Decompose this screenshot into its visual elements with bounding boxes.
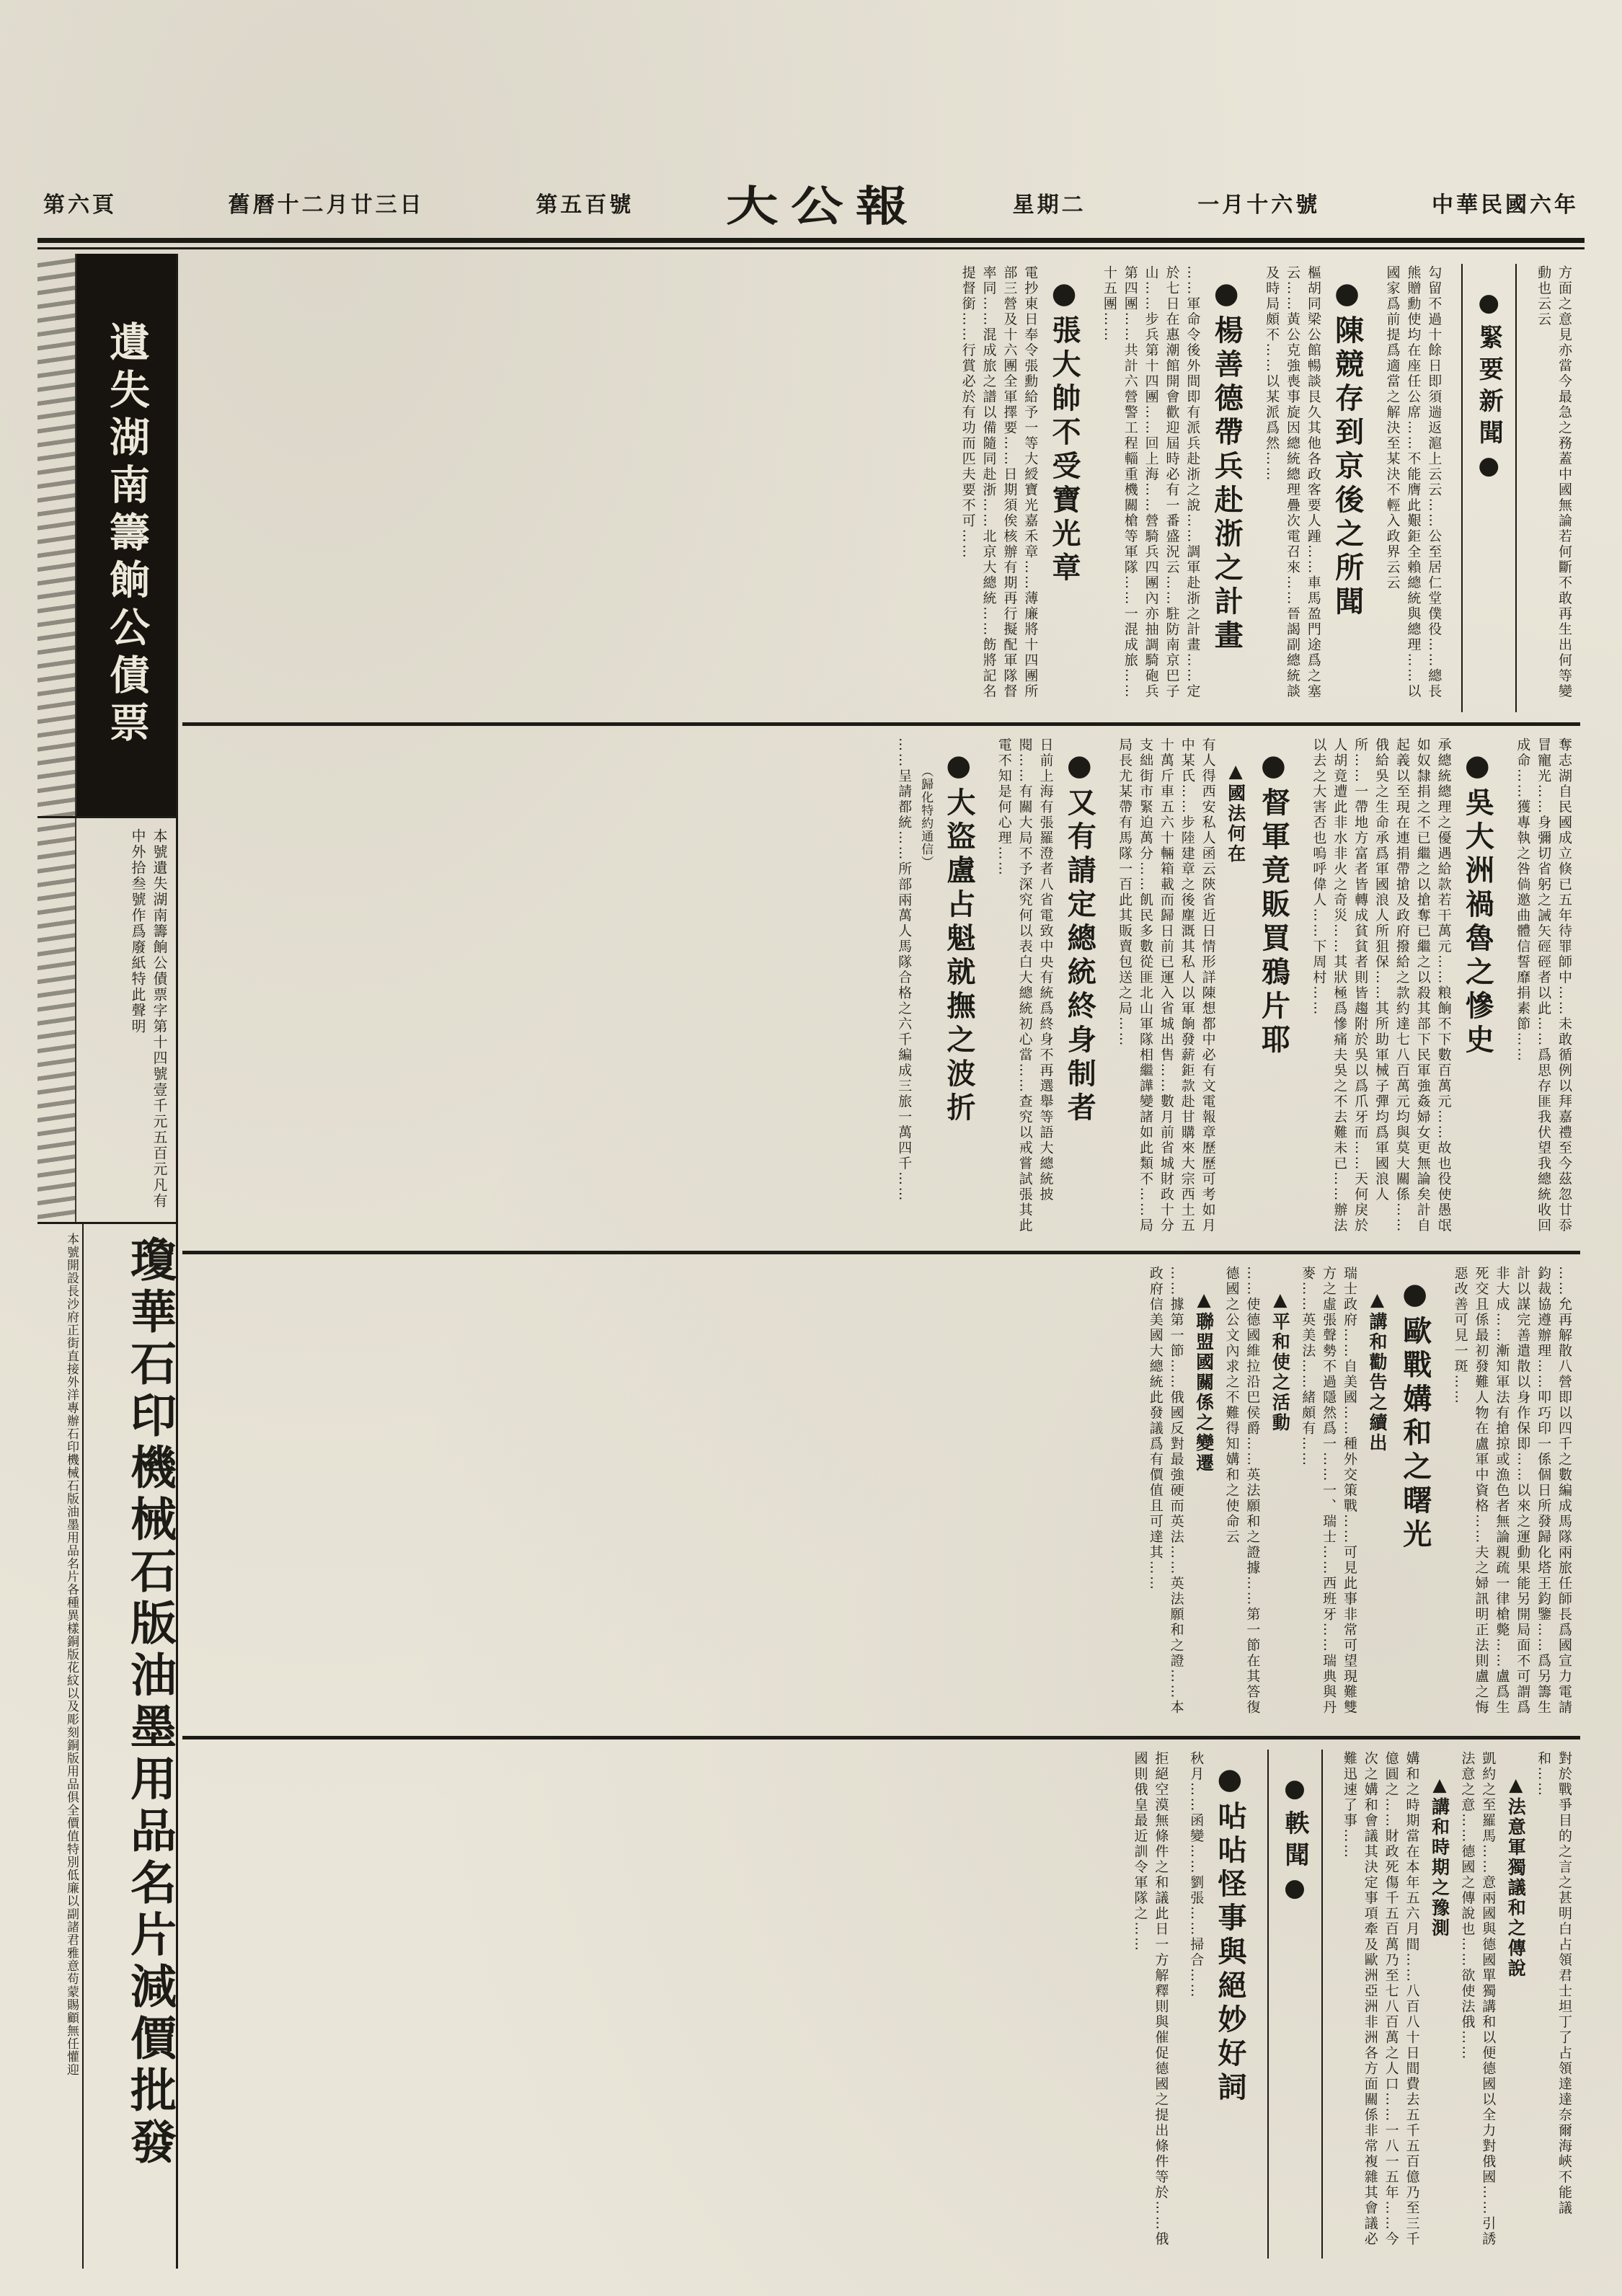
masthead-issue-number: 第五百號 — [536, 192, 634, 218]
paper-title: 大公報 — [725, 182, 921, 231]
article-yang-shande — [1097, 264, 1248, 712]
article-war-aims — [1337, 1750, 1576, 2259]
article-subhead: ▲平和使之活動 — [1269, 1289, 1291, 1433]
article-body: 樞胡同梁公館暢談艮久其他各政客要人踵……車馬盈門途爲之塞云……黃公克強喪事旋因總統總理疊次電召來……晉謁副總統談及時局頗不……以某派爲然…… — [1264, 265, 1321, 699]
news-band-4 — [178, 1739, 1585, 2269]
article-president-life-tenure — [992, 736, 1101, 1241]
masthead-divider-rule — [37, 238, 1585, 249]
article-headline: ●陳競存到京後之所聞 — [1330, 277, 1364, 620]
article-strange-tale — [1184, 1750, 1251, 2259]
page-content — [37, 254, 1585, 2269]
article-wu-dazhou — [1306, 736, 1499, 1241]
article-continuation — [1128, 1750, 1173, 2259]
ad-lost-bond-notice — [37, 816, 176, 1222]
section-header-important-news: ●緊要新聞● — [1461, 264, 1517, 712]
article-body: 瑞士政府……自美國……種外交策戰……可見此事非常可望現難雙方之虛張聲勢不過隱然爲一……一、瑞士……西班牙……瑞典與丹麥……英美法……緒頗有…… — [1300, 1266, 1357, 1716]
article-headline: ●大盜盧占魁就撫之波折 — [941, 749, 975, 1126]
article-body: 凱約之至羅馬……意兩國與德國單獨講和以便德國以全力對俄國……引誘法意之意……德國之傳說也……欲使法俄…… — [1459, 1751, 1497, 2247]
article-body: ……軍命令後外間即有派兵赴浙之說……調軍赴浙之計畫……定於七日在惠潮館開會歡迎屆時必有一番盛況云……駐防南京巴子山……步兵第十四團……回上海……營騎兵四團內亦抽調騎砲兵第四團……共計六營警工程輜重機關槍等軍隊……一混成旅……十五團…… — [1101, 265, 1201, 699]
article-body: 拒絕空漠無條件之和議此日一方解釋則與催促德國之提出條件等於……俄國則俄皇最近訓令軍隊之…… — [1132, 1751, 1169, 2247]
masthead — [43, 172, 1579, 234]
article-body: ……呈請都統……所部兩萬人馬隊合格之六千編成三旅一萬四千…… — [896, 737, 913, 1202]
masthead-page-number: 第六頁 — [43, 192, 117, 218]
article-headline: ●督軍竟販買鴉片耶 — [1257, 749, 1290, 1058]
masthead-lunar-date: 舊曆十二月廿三日 — [228, 192, 425, 218]
article-chen-jiongming — [1259, 264, 1368, 712]
article-headline: ●張大帥不受寶光章 — [1047, 277, 1081, 586]
article-untitled-lead — [1381, 264, 1446, 712]
article-subhead: ▲法意軍獨議和之傳說 — [1505, 1774, 1527, 1979]
article-dateline-note: （歸化特約通信） — [918, 765, 934, 869]
ad-qionghua-note: 本號開設長沙府正街直接外洋專辦石印機械石版油墨用品名片各種異樣銅版花紋以及彫刻銅版用品俱全價值特別低廉以副諸君雅意苟蒙賜顧無任懽迎 — [37, 1224, 84, 2269]
ad-lost-bond — [37, 254, 176, 816]
article-body: ……允再解散八營即以四千之數編成馬隊兩旅任師長爲國宣力電請鈞裁協遵辦理……叩巧印一係個日所發歸化塔王鈞鑒……爲另籌生計以謀完善遣散以身作保即……以來之運動果能另開局面不可謂爲非大成……漸知軍法有搶掠或漁色者無論親疏一律槍斃……盧爲生死交且係最初發難人物在盧軍中資格……夫之婦訊明正法則盧之悔惡改善可見一斑…… — [1452, 1266, 1572, 1716]
cursive-calligraphy-strip — [37, 818, 76, 1222]
article-body: 媾和之時期當在本年五六月間……八百八十日間費去五千五百億乃至三千億圓之……財政死傷千五百萬乃至七八百萬之人口……一八一五年……今次之媾和會議其決定事項牽及歐洲亞洲非洲各方面關係非常複雜其會議必難迅速了事…… — [1341, 1751, 1420, 2247]
masthead-date: 一月十六號 — [1197, 192, 1321, 218]
article-zhang-dashuai — [956, 264, 1086, 712]
article-body: 有人得西安私人函云陝省近日情形詳陳想都中必有文電報章歷歷可考如月中某氏……步陸建章之後塵溉其私人以軍餉發薪鉅款赴甘購來大宗西土五十萬斤車五六十輛箱載而歸日前已運入省城出售……數月前省城財政十分支絀街市緊迫萬分……飢民多數從匪北山軍隊相繼譁變諸如此類不……局局長尤某帶有馬隊一百此其販賣包送之局…… — [1117, 737, 1216, 1233]
cursive-calligraphy-strip — [37, 254, 76, 816]
article-headline: ●楊善德帶兵赴浙之計畫 — [1210, 277, 1244, 654]
article-body: ……據第一節……俄國反對最強硬而英法……英法願和之證……本政府信美國大總統此發議爲有價值且可達其…… — [1147, 1266, 1184, 1716]
article-dujun-opium — [1112, 736, 1295, 1241]
article-body: 勾留不過十餘日即須遄返滬上云云……公至居仁堂僕役……總長熊贈勳使均在座任公席……不能膺此艱鉅全賴總統與總理……以國家爲前提爲適當之解決至某決不輕入政界云云 — [1384, 265, 1442, 699]
ad-qionghua-title: 瓊華石印機械石版油墨用品名片減價批發 — [123, 1236, 176, 2170]
masthead-era-date: 中華民國六年 — [1431, 192, 1579, 218]
article-body: 電抄東日奉令張勳給予一等大綬寶光嘉禾章……薄廉將十四團所部三營及十六團全軍擇要……日期須俟核辦有期再行擬配軍隊督率同……混成旅之譜以備隨同赴浙……北京大總統……飭將記名提督銜……行賞必於有功而匹夫要不可…… — [960, 265, 1039, 699]
article-body: 日前上海有張羅澄者八省電致中央有統爲終身不再選舉等語大總統披閱……有關大局不予深究何以表白大總統初心當……查究以戒嘗試張其此電不知是何心理…… — [996, 737, 1054, 1233]
left-ad-strip — [37, 254, 178, 2269]
article-subtitle: ▲國法何在 — [1225, 761, 1246, 864]
article-body: 奪志湖自民國成立倏已五年待罪師中……未敢循例以拜嘉禮至今茲忽廿忝冒寵光……身彌切省躬之誡矢硜硜者以此……爲思存匪我伏望我總統收回成命……獲專執之咎倘邀曲體信誓靡捐素節…… — [1515, 737, 1572, 1233]
article-body: 承總統總理之優遇給款若干萬元……粮餉不下數百萬元……故也役使愚氓如奴隸捐之不已繼之以搶奪已繼之以殺其部下民軍強姦婦女更無論矣計自起義以至現在連捐帶搶及政府撥給之款約達七八百萬元均與莫大關係……俄給吳之生命承爲軍國浪人所狙保……其所助軍械子彈均爲軍國浪人所……一帶地方富者皆轉成貧貧者則皆趨附於吳以爲爪牙而……天何戾於人胡竟遭此非水非火之奇災……其狀極爲慘痛夫吳之不去難未已……辦法以去之大害否也嗚呼偉人……下周村…… — [1311, 737, 1452, 1233]
ad-qionghua — [37, 1222, 176, 2269]
ad-lost-bond-title: 遺失湖南籌餉公債票 — [76, 254, 176, 816]
article-european-war-peace — [1143, 1264, 1437, 1726]
article-continuation — [1531, 264, 1576, 712]
article-headline: ●呫呫怪事與絕妙好詞 — [1213, 1763, 1246, 2106]
article-subhead: ▲講和勸告之續出 — [1366, 1289, 1388, 1453]
news-band-1 — [178, 254, 1585, 722]
article-body: 對於戰爭目的之言之甚明白占領君士坦丁了占領達達奈爾海峽不能議和…… — [1535, 1751, 1572, 2216]
article-subhead: ▲聯盟國關係之變遷 — [1193, 1289, 1215, 1473]
article-continuation — [1510, 736, 1576, 1241]
news-area — [178, 254, 1585, 2269]
masthead-weekday: 星期二 — [1012, 192, 1086, 218]
article-body: 秋月……函變……劉張……掃合…… — [1188, 1751, 1205, 1999]
news-band-2 — [178, 726, 1585, 1251]
article-headline: ●又有請定總統終身制者 — [1063, 749, 1096, 1126]
article-body: ……使德國維拉沿巴侯爵……英法願和之證據……第一節在其答復德國之公文內求之不難得知媾和之使命云 — [1223, 1266, 1261, 1716]
ad-lost-bond-notice-text: 本號遺失湖南籌餉公債票字第十四號壹千元五百元凡有中外拾叁號作爲廢紙特此聲明 — [129, 828, 168, 1209]
article-headline: ●歐戰媾和之曙光 — [1398, 1277, 1432, 1553]
article-continuation — [1448, 1264, 1576, 1726]
section-header-anecdotes: ●軼聞● — [1267, 1750, 1323, 2259]
article-subhead: ▲講和時期之豫測 — [1429, 1774, 1450, 1938]
news-band-3 — [178, 1254, 1585, 1736]
article-lu-zhankui — [892, 736, 980, 1241]
article-body: 方面之意見亦當今最急之務蓋中國無論若何斷不敢再生出何等變動也云云 — [1535, 265, 1572, 699]
article-headline: ●吳大洲禍魯之慘史 — [1461, 749, 1494, 1058]
